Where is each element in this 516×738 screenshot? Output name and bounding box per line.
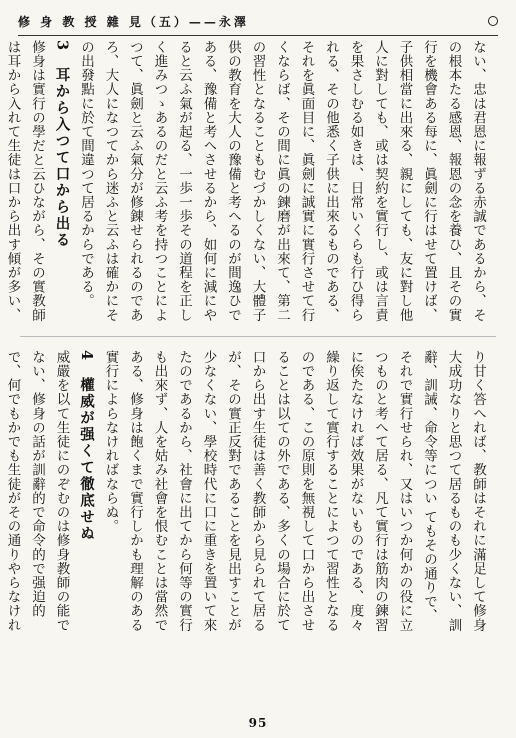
section-heading-3 — [49, 40, 74, 325]
column-divider — [20, 336, 496, 337]
page-corner-mark — [488, 16, 498, 26]
section-number: 3 — [53, 40, 71, 53]
paragraph: り甘く答へれば、教師はそれに滿足して修身大成功なりと思つて居るものも少くない、訓辭、訓誡、命令等につい てもその通りで、それで實行せられ、又はいつか何かの役に立つものと考へて居る、凡て實行は筋肉の鍊習に俟たなければ效果がないものである、度々繰り返して實行することによつて習性となるのである、この原則を無視して口から出させることは以ての外である、多くの場合に於て口から出す生徒は善く教師から見られて居るが、その實正反對であることを見出すことが少なくない、學校時代に口に重きを置いて來たのであるから、社會に出てから何等の實行も出來ず、人を姑み社會を恨むことは當然である、修身は飽くまで實行しかも理解のある實行によらなければならぬ。 — [102, 350, 486, 632]
running-head: 修 身 教 授 雜 見（五）——永澤 — [18, 14, 249, 29]
section-title: 權威が强くて徹底せぬ — [78, 377, 95, 543]
section-number: 4 — [78, 350, 95, 363]
section-heading-4 — [74, 350, 99, 635]
page-number: 95 — [248, 716, 268, 730]
text-block-bottom — [4, 350, 490, 635]
paragraph: 威嚴を以て生徒にのぞむのは修身教師の能でない、修身の話が訓辭的で命令的で强迫的で、何でもかでも生徒がその通りやらなけれ — [4, 350, 70, 632]
paragraph: ない、忠は君恩に報ずる赤誠であるから、その根本たる感恩、報恩の念を養ひ、且その實行を機會ある每に、眞劍に行はせて置けば、子供相當に出來る、親にしても、友に對し他人に對しても、或は契約を實行し、或は言責を果さしむる如きは、日常いくらも行ひ得られる、その他悉く子供に出來るものである、それを眞面目に、眞劍に誠實に實行させて行くならば、その間に眞の鍊磨が出來て、第二の習性となることもむづかしくない、大體子供の教育を大人の豫備と考へるのが間逸ひである、豫備と考へさせるから、如何に減にやると云ふ氣が起る、一歩一歩その道程を正しく進みつゝあるのだと云ふ考を持つことによつて、眞劍と云ふ氣分が修錬せられるのであろ、大人になつてから迷ふと云ふは確かにその出發點に於て間違つて居るからである。 — [78, 40, 486, 322]
text-block-top — [4, 40, 490, 325]
section-title: 耳から入つて口から出る — [53, 67, 71, 249]
page-header — [18, 10, 498, 36]
paragraph: 修身は實行の學だと云ひながら、その實教師は耳から入れて生徒は口から出す傾が多い、 — [4, 40, 45, 322]
